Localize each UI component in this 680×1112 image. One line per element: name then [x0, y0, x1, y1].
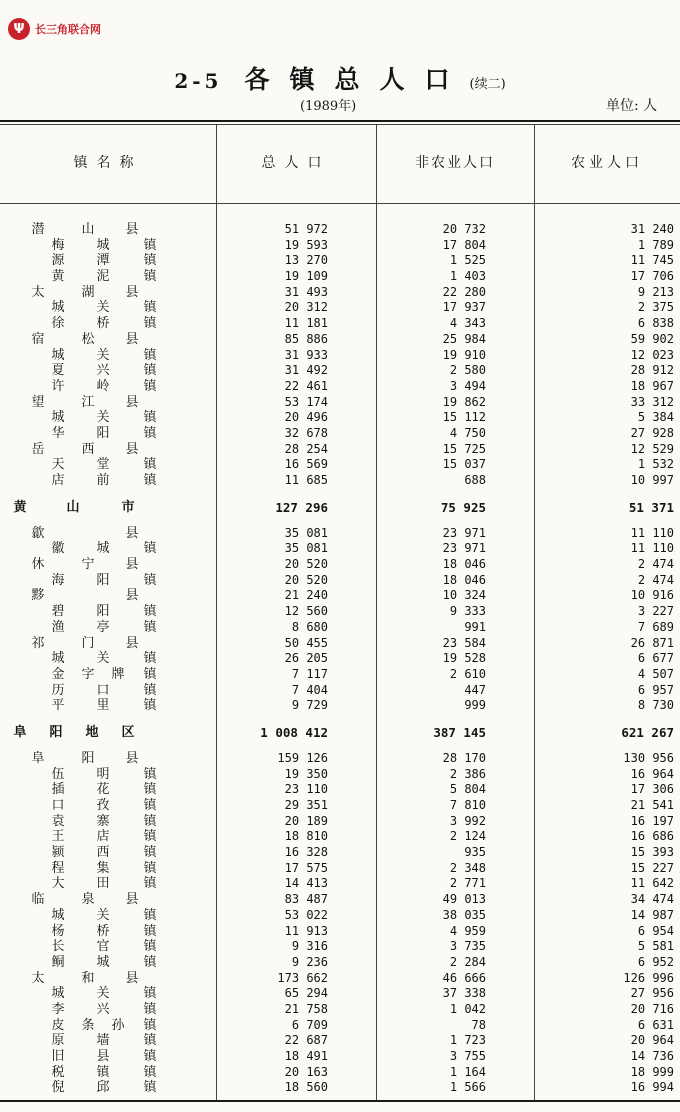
- ag-value: 621 267: [621, 724, 674, 740]
- ag-value: 14 987: [630, 907, 674, 922]
- total-value: 53 174: [284, 394, 328, 409]
- top-rule-thin: [0, 124, 680, 125]
- ag-value: 6 954: [637, 923, 674, 938]
- nonag-value: 2 386: [449, 766, 486, 781]
- nonag-value: 17 804: [442, 237, 486, 252]
- header-nonag: 非农业人口: [415, 155, 495, 171]
- town-row: 李 兴 镇 21 758 1 042 20 716: [51, 1001, 674, 1017]
- ag-value: 5 581: [637, 939, 674, 954]
- ag-value: 1 789: [637, 237, 674, 252]
- nonag-value: 935: [464, 845, 486, 860]
- nonag-value: 387 145: [433, 724, 486, 740]
- region-total-row: 黄 山 市 127 296 75 925 51 371: [0, 492, 680, 523]
- ag-value: 12 529: [630, 441, 674, 456]
- ag-value: 27 928: [630, 425, 674, 440]
- town-row: 城 关 镇 65 294 37 338 27 956: [51, 986, 674, 1002]
- ag-value: 5 384: [637, 410, 674, 425]
- total-value: 20 520: [284, 557, 328, 572]
- total-value: 31 492: [284, 363, 328, 378]
- total-value: 22 687: [284, 1033, 328, 1048]
- ag-value: 12 023: [630, 347, 674, 362]
- total-value: 18 491: [284, 1049, 328, 1063]
- nonag-value: 20 732: [442, 222, 486, 236]
- ag-value: 6 838: [637, 316, 674, 331]
- nonag-value: 23 584: [442, 635, 486, 650]
- town-row: 许 岭 镇 22 461 3 494 18 967: [51, 378, 674, 394]
- county-row: 黟 县 21 240 10 324 10 916: [31, 588, 674, 604]
- town-row: 原 墙 镇 22 687 1 723 20 964: [51, 1033, 674, 1049]
- total-value: 20 163: [284, 1064, 328, 1079]
- ag-value: 4 507: [637, 666, 674, 681]
- total-value: 16 569: [284, 457, 328, 472]
- ag-value: 33 312: [630, 394, 674, 409]
- total-value: 9 236: [291, 954, 328, 969]
- total-value: 14 413: [284, 876, 328, 891]
- table-number: 2-5: [174, 69, 223, 93]
- town-row: 历 口 镇 7 404 447 6 957: [51, 682, 674, 698]
- table-unit: 单位: 人: [606, 98, 658, 114]
- total-value: 51 972: [284, 222, 328, 236]
- total-value: 35 081: [284, 525, 328, 540]
- ag-value: 31 240: [630, 222, 674, 236]
- county-row: 宿 松 县 85 886 25 984 59 902: [31, 331, 674, 347]
- town-row: 金 字 牌 镇 7 117 2 610 4 507: [51, 666, 674, 682]
- table-title: [0, 60, 680, 96]
- town-row: 碧 阳 镇 12 560 9 333 3 227: [51, 604, 674, 620]
- top-rule: [0, 120, 680, 122]
- nonag-value: 1 042: [449, 1001, 486, 1016]
- ag-value: 11 110: [630, 525, 674, 540]
- nonag-value: 19 862: [442, 394, 486, 409]
- nonag-value: 46 666: [442, 970, 486, 985]
- nonag-value: 37 338: [442, 986, 486, 1001]
- nonag-value: 1 566: [449, 1080, 486, 1095]
- nonag-value: 28 170: [442, 750, 486, 765]
- county-row: 岳 西 县 28 254 15 725 12 529: [31, 441, 674, 457]
- total-value: 20 189: [284, 813, 328, 828]
- total-value: 1 008 412: [260, 724, 328, 740]
- ag-value: 11 745: [630, 253, 674, 268]
- ag-value: 11 110: [630, 541, 674, 556]
- ag-value: 130 956: [623, 750, 674, 765]
- ag-value: 8 730: [637, 698, 674, 713]
- total-value: 23 110: [284, 782, 328, 797]
- ag-value: 16 686: [630, 829, 674, 844]
- town-row: 平 里 镇 9 729 999 8 730: [51, 698, 674, 714]
- nonag-value: 78: [471, 1017, 486, 1032]
- county-row: 祁 门 县 50 455 23 584 26 871: [31, 635, 674, 651]
- total-value: 19 350: [284, 766, 328, 781]
- nonag-value: 18 046: [442, 557, 486, 572]
- nonag-value: 18 046: [442, 572, 486, 587]
- ag-value: 7 689: [637, 619, 674, 634]
- nonag-value: 17 937: [442, 300, 486, 315]
- ag-value: 17 706: [630, 269, 674, 284]
- ag-value: 15 227: [630, 860, 674, 875]
- total-value: 35 081: [284, 541, 328, 556]
- ag-value: 17 306: [630, 782, 674, 797]
- nonag-value: 2 610: [449, 666, 486, 681]
- nonag-value: 991: [464, 619, 486, 634]
- town-row: 梅 城 镇 19 593 17 804 1 789: [51, 237, 674, 253]
- town-row: 程 集 镇 17 575 2 348 15 227: [51, 860, 674, 876]
- ag-value: 6 631: [637, 1017, 674, 1032]
- town-row: 杨 桥 镇 11 913 4 959 6 954: [51, 923, 674, 939]
- nonag-value: 2 771: [449, 876, 486, 891]
- ag-value: 59 902: [630, 331, 674, 346]
- town-row: 黄 泥 镇 19 109 1 403 17 706: [51, 269, 674, 285]
- ag-value: 1 532: [637, 457, 674, 472]
- town-row: 长 官 镇 9 316 3 735 5 581: [51, 939, 674, 955]
- ag-value: 2 474: [637, 572, 674, 587]
- ag-value: 20 716: [630, 1001, 674, 1016]
- ag-value: 21 541: [630, 798, 674, 812]
- nonag-value: 2 124: [449, 829, 486, 844]
- total-value: 21 240: [284, 588, 328, 603]
- town-row: 颍 西 镇 16 328 935 15 393: [51, 845, 674, 861]
- logo-text: 长三角联合网: [35, 23, 101, 36]
- town-row: 城 关 镇 31 933 19 910 12 023: [51, 347, 674, 363]
- town-row: 旧 县 镇 18 491 3 755 14 736: [51, 1049, 674, 1064]
- ag-value: 20 964: [630, 1033, 674, 1048]
- town-row: 店 前 镇 11 685 688 10 997: [51, 473, 674, 488]
- ag-value: 18 999: [630, 1064, 674, 1079]
- ag-value: 6 677: [637, 651, 674, 666]
- table-body: [0, 222, 680, 1096]
- total-value: 20 520: [284, 572, 328, 587]
- total-value: 16 328: [284, 845, 328, 860]
- ag-value: 26 871: [630, 635, 674, 650]
- county-row: 休 宁 县 20 520 18 046 2 474: [31, 557, 674, 573]
- ag-value: 16 994: [630, 1080, 674, 1095]
- total-value: 11 685: [284, 473, 328, 487]
- nonag-value: 15 037: [442, 457, 486, 472]
- total-value: 9 729: [291, 698, 328, 713]
- town-row: 海 阳 镇 20 520 18 046 2 474: [51, 572, 674, 588]
- nonag-value: 2 284: [449, 954, 486, 969]
- nonag-value: 15 112: [442, 410, 486, 425]
- ag-value: 16 964: [630, 766, 674, 781]
- town-row: 城 关 镇 20 496 15 112 5 384: [51, 410, 674, 426]
- town-row: 口 孜 镇 29 351 7 810 21 541: [51, 798, 674, 813]
- town-row: 源 潭 镇 13 270 1 525 11 745: [51, 253, 674, 269]
- table-year: (1989年): [300, 99, 357, 114]
- total-value: 17 575: [284, 860, 328, 875]
- nonag-value: 2 348: [449, 860, 486, 875]
- town-row: 城 关 镇 20 312 17 937 2 375: [51, 300, 674, 316]
- total-value: 7 404: [291, 682, 328, 697]
- total-value: 8 680: [291, 619, 328, 634]
- nonag-value: 1 403: [449, 269, 486, 284]
- nonag-value: 999: [464, 698, 486, 713]
- town-row: 华 阳 镇 32 678 4 750 27 928: [51, 425, 674, 441]
- total-value: 20 496: [284, 410, 328, 425]
- ag-value: 28 912: [630, 363, 674, 378]
- nonag-value: 23 971: [442, 525, 486, 540]
- town-row: 城 关 镇 53 022 38 035 14 987: [51, 907, 674, 923]
- site-logo: [8, 18, 101, 40]
- nonag-value: 4 750: [449, 425, 486, 440]
- total-value: 31 933: [284, 347, 328, 362]
- town-row: 大 田 镇 14 413 2 771 11 642: [51, 876, 674, 892]
- county-row: 潜 山 县 51 972 20 732 31 240: [31, 222, 674, 237]
- nonag-value: 1 525: [449, 253, 486, 268]
- total-value: 50 455: [284, 635, 328, 650]
- nonag-value: 447: [464, 682, 486, 697]
- ag-value: 6 957: [637, 682, 674, 697]
- total-value: 29 351: [284, 798, 328, 812]
- ag-value: 10 916: [630, 588, 674, 603]
- nonag-value: 23 971: [442, 541, 486, 556]
- header-rule: [0, 203, 680, 204]
- ag-value: 3 227: [637, 604, 674, 619]
- ag-value: 51 371: [628, 499, 674, 515]
- ag-value: 2 474: [637, 557, 674, 572]
- total-value: 11 913: [284, 923, 328, 938]
- town-row: 徽 城 镇 35 081 23 971 11 110: [51, 541, 674, 557]
- total-value: 85 886: [284, 331, 328, 346]
- total-value: 12 560: [284, 604, 328, 619]
- logo-mark-icon: Ψ: [8, 18, 30, 40]
- total-value: 19 109: [284, 269, 328, 284]
- bottom-rule: [0, 1100, 680, 1102]
- town-row: 鲖 城 镇 9 236 2 284 6 952: [51, 954, 674, 970]
- nonag-value: 25 984: [442, 331, 486, 346]
- ag-value: 6 952: [637, 954, 674, 969]
- county-row: 太 湖 县 31 493 22 280 9 213: [31, 284, 674, 300]
- total-value: 19 593: [284, 237, 328, 252]
- nonag-value: 19 528: [442, 651, 486, 666]
- town-row: 伍 明 镇 19 350 2 386 16 964: [51, 766, 674, 782]
- nonag-value: 3 755: [449, 1049, 486, 1063]
- ag-value: 27 956: [630, 986, 674, 1001]
- total-value: 7 117: [291, 666, 328, 681]
- town-row: 袁 寨 镇 20 189 3 992 16 197: [51, 813, 674, 829]
- ag-value: 9 213: [637, 284, 674, 299]
- total-value: 21 758: [284, 1001, 328, 1016]
- total-value: 32 678: [284, 425, 328, 440]
- county-row: 歙 县 35 081 23 971 11 110: [31, 525, 674, 541]
- town-row: 天 堂 镇 16 569 15 037 1 532: [51, 457, 674, 473]
- nonag-value: 688: [464, 473, 486, 487]
- town-row: 王 店 镇 18 810 2 124 16 686: [51, 829, 674, 845]
- nonag-value: 5 804: [449, 782, 486, 797]
- header-ag: 农业人口: [571, 155, 643, 171]
- total-value: 11 181: [284, 316, 328, 331]
- total-value: 65 294: [284, 986, 328, 1001]
- nonag-value: 9 333: [449, 604, 486, 619]
- county-row: 阜 阳 县 159 126 28 170 130 956: [31, 750, 674, 766]
- total-value: 20 312: [284, 300, 328, 315]
- nonag-value: 38 035: [442, 907, 486, 922]
- ag-value: 15 393: [630, 845, 674, 860]
- ag-value: 2 375: [637, 300, 674, 315]
- header-total: 总人口: [261, 155, 331, 171]
- town-row: 城 关 镇 26 205 19 528 6 677: [51, 651, 674, 667]
- ag-value: 126 996: [623, 970, 674, 985]
- header-name: 镇名称: [73, 155, 143, 171]
- nonag-value: 7 810: [449, 798, 486, 812]
- nonag-value: 4 959: [449, 923, 486, 938]
- nonag-value: 3 992: [449, 813, 486, 828]
- town-row: 皮 条 孙 镇 6 709 78 6 631: [51, 1017, 674, 1033]
- town-row: 渔 亭 镇 8 680 991 7 689: [51, 619, 674, 635]
- nonag-value: 19 910: [442, 347, 486, 362]
- total-value: 6 709: [291, 1017, 328, 1032]
- total-value: 18 560: [284, 1080, 328, 1095]
- total-value: 83 487: [284, 892, 328, 907]
- total-value: 26 205: [284, 651, 328, 666]
- table-continued-note: (续二): [469, 77, 506, 92]
- nonag-value: 2 580: [449, 363, 486, 378]
- nonag-value: 15 725: [442, 441, 486, 456]
- nonag-value: 22 280: [442, 284, 486, 299]
- county-row: 太 和 县 173 662 46 666 126 996: [31, 970, 674, 986]
- nonag-value: 75 925: [440, 499, 486, 515]
- nonag-value: 3 735: [449, 939, 486, 954]
- total-value: 28 254: [284, 441, 328, 456]
- ag-value: 10 997: [630, 473, 674, 487]
- total-value: 31 493: [284, 284, 328, 299]
- total-value: 9 316: [291, 939, 328, 954]
- region-total-row: 阜 阳 地 区 1 008 412 387 145 621 267: [0, 717, 680, 748]
- nonag-value: 4 343: [449, 316, 486, 331]
- ag-value: 18 967: [630, 378, 674, 393]
- town-row: 倪 邱 镇 18 560 1 566 16 994: [51, 1080, 674, 1096]
- town-row: 税 镇 镇 20 163 1 164 18 999: [51, 1064, 674, 1080]
- nonag-value: 49 013: [442, 892, 486, 907]
- ag-value: 16 197: [630, 813, 674, 828]
- total-value: 53 022: [284, 907, 328, 922]
- total-value: 127 296: [275, 499, 328, 515]
- nonag-value: 3 494: [449, 378, 486, 393]
- town-row: 夏 兴 镇 31 492 2 580 28 912: [51, 363, 674, 379]
- total-value: 13 270: [284, 253, 328, 268]
- ag-value: 11 642: [630, 876, 674, 891]
- county-row: 望 江 县 53 174 19 862 33 312: [31, 394, 674, 410]
- nonag-value: 10 324: [442, 588, 486, 603]
- nonag-value: 1 723: [449, 1033, 486, 1048]
- ag-value: 34 474: [630, 892, 674, 907]
- total-value: 173 662: [277, 970, 328, 985]
- nonag-value: 1 164: [449, 1064, 486, 1079]
- ag-value: 14 736: [630, 1049, 674, 1063]
- total-value: 18 810: [284, 829, 328, 844]
- total-value: 22 461: [284, 378, 328, 393]
- town-row: 徐 桥 镇 11 181 4 343 6 838: [51, 316, 674, 332]
- total-value: 159 126: [277, 750, 328, 765]
- town-row: 插 花 镇 23 110 5 804 17 306: [51, 782, 674, 798]
- county-row: 临 泉 县 83 487 49 013 34 474: [31, 892, 674, 908]
- table-title-text: 各镇总人口: [244, 65, 470, 94]
